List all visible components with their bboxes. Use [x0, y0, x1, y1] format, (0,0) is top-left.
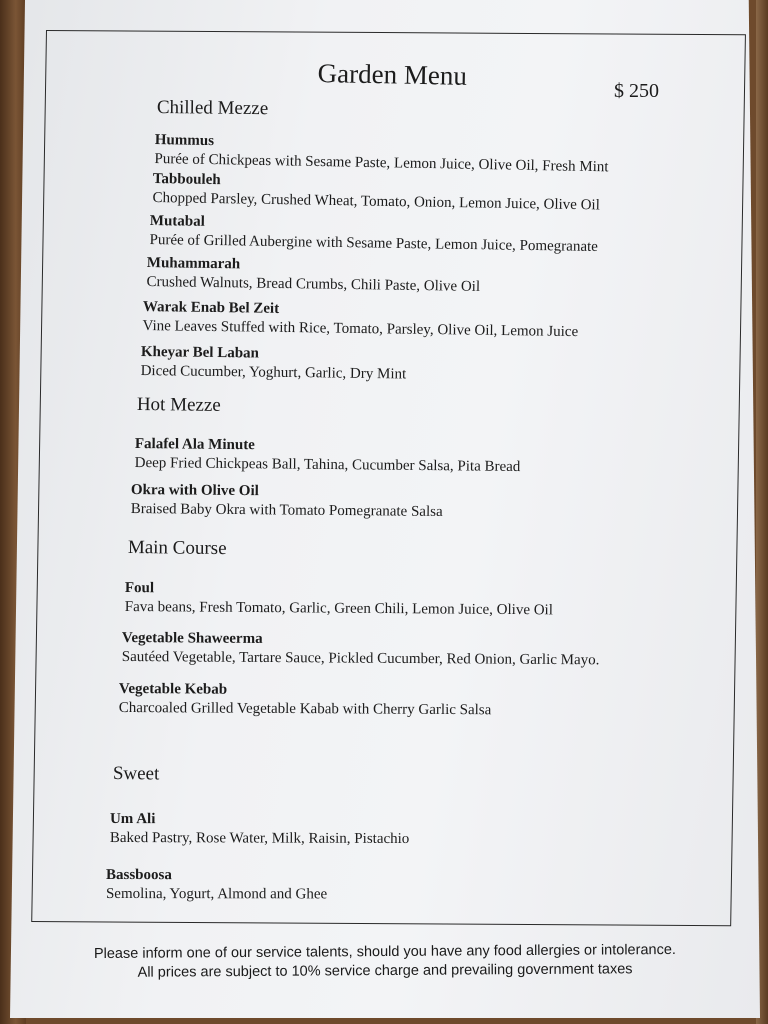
- section-title-sweet: Sweet: [112, 763, 160, 785]
- menu-item-tabbouleh: [152, 170, 600, 215]
- menu-item-falafel: [135, 435, 521, 477]
- item-description: Baked Pastry, Rose Water, Milk, Raisin, Pistachio: [109, 829, 410, 848]
- item-description: Fava beans, Fresh Tomato, Garlic, Green Chili, Lemon Juice, Olive Oil: [124, 598, 554, 619]
- item-name: Mutabal: [149, 212, 205, 230]
- menu-item-foul: [125, 579, 553, 620]
- section-title-main-course: Main Course: [127, 537, 227, 560]
- item-name: Warak Enab Bel Zeit: [142, 298, 280, 317]
- menu-item-warak-enab: [142, 298, 578, 342]
- menu-item-mutabal: [149, 212, 598, 257]
- item-description: Purée of Grilled Aubergine with Sesame Paste, Lemon Juice, Pomegranate: [149, 231, 598, 256]
- section-title-hot-mezze: Hot Mezze: [136, 394, 221, 416]
- allergy-notice: Please inform one of our service talents, should you have any food allergies or intolerance.: [93, 941, 676, 963]
- item-name: Foul: [124, 579, 155, 597]
- item-name: Falafel Ala Minute: [134, 435, 255, 454]
- item-description: Sautéed Vegetable, Tartare Sauce, Pickled Cucumber, Red Onion, Garlic Mayo.: [121, 648, 600, 669]
- item-name: Um Ali: [109, 811, 156, 828]
- item-description: Vine Leaves Stuffed with Rice, Tomato, Parsley, Olive Oil, Lemon Juice: [142, 317, 579, 341]
- menu-item-okra: [131, 481, 443, 522]
- menu-item-bassboosa: [106, 866, 327, 904]
- item-description: Deep Fried Chickpeas Ball, Tahina, Cucumber Salsa, Pita Bread: [134, 454, 521, 476]
- item-name: Kheyar Bel Laban: [140, 343, 260, 362]
- item-description: Diced Cucumber, Yoghurt, Garlic, Dry Mint: [140, 362, 407, 383]
- item-name: Hummus: [154, 131, 215, 150]
- menu-item-vegetable-shaweerma: [122, 629, 600, 670]
- item-name: Okra with Olive Oil: [130, 481, 259, 500]
- item-name: Vegetable Shaweerma: [121, 630, 263, 647]
- item-description: Charcoaled Grilled Vegetable Kabab with Cherry Garlic Salsa: [118, 699, 492, 719]
- item-description: Chopped Parsley, Crushed Wheat, Tomato, Onion, Lemon Juice, Olive Oil: [152, 189, 600, 214]
- service-charge-notice: All prices are subject to 10% service charge and prevailing government taxes: [137, 961, 633, 981]
- menu-item-muhammarah: [146, 254, 480, 297]
- item-name: Muhammarah: [146, 254, 241, 273]
- menu-title: Garden Menu: [317, 58, 468, 91]
- footer-notice: [40, 941, 730, 984]
- menu-item-kheyar-bel-laban: [141, 343, 407, 384]
- item-name: Bassboosa: [105, 867, 172, 884]
- menu-item-um-ali: [110, 810, 410, 849]
- item-description: Crushed Walnuts, Bread Crumbs, Chili Paste, Olive Oil: [146, 273, 481, 295]
- item-description: Purée of Chickpeas with Sesame Paste, Lemon Juice, Olive Oil, Fresh Mint: [154, 150, 609, 176]
- item-description: Braised Baby Okra with Tomato Pomegranate Salsa: [130, 500, 443, 520]
- menu-price: $ 250: [614, 80, 659, 102]
- item-name: Tabbouleh: [152, 170, 221, 189]
- section-title-chilled-mezze: Chilled Mezze: [156, 97, 269, 120]
- item-name: Vegetable Kebab: [118, 681, 228, 698]
- item-description: Semolina, Yogurt, Almond and Ghee: [105, 886, 328, 903]
- menu-item-vegetable-kebab: [119, 680, 492, 720]
